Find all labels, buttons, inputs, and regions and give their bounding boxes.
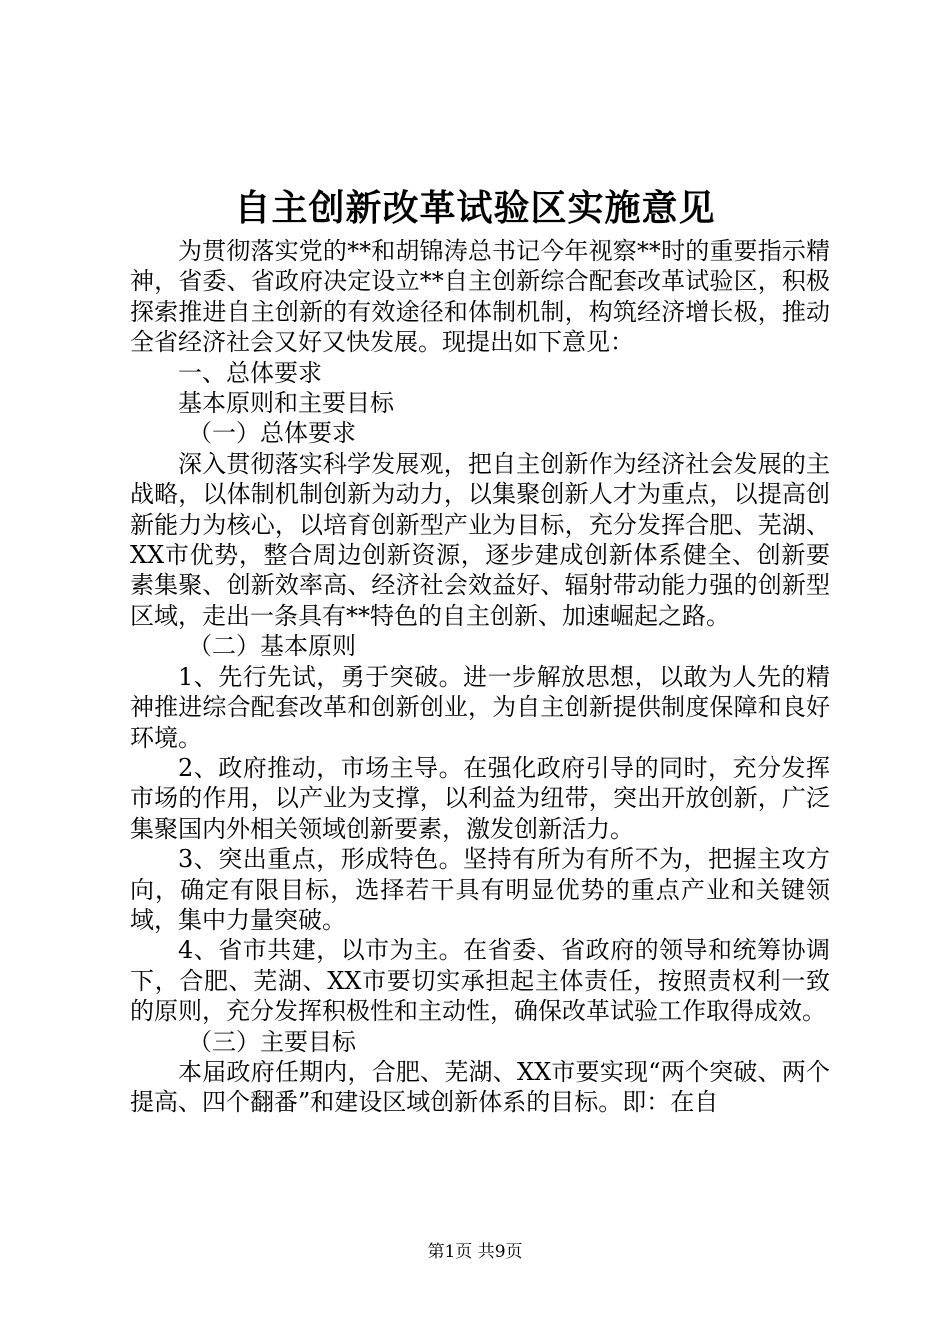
document-title: 自主创新改革试验区实施意见 <box>234 187 716 229</box>
subsection-heading-principles: （二）基本原则 <box>188 632 356 661</box>
intro-paragraph: 为贯彻落实党的**和胡锦涛总书记今年视察**时的重要指示精神，省委、省政府决定设立**自主创新综合配套改革试验区，积极探索推进自主创新的有效途径和体制机制，构筑经济增长极，推动全省经济社会又好又快发展。现提出如下意见： <box>130 237 830 357</box>
principle-2-paragraph: 2、政府推动，市场主导。在强化政府引导的同时，充分发挥市场的作用，以产业为支撑，以利益为纽带，突出开放创新，广泛集聚国内外相关领域创新要素，激发创新活力。 <box>130 753 830 843</box>
page-number-footer: 第1页 共9页 <box>427 1242 523 1262</box>
principle-4-paragraph: 4、省市共建，以市为主。在省委、省政府的领导和统筹协调下，合肥、芜湖、XX市要切实承担起主体责任，按照责权利一致的原则，充分发挥积极性和主动性，确保改革试验工作取得成效。 <box>130 936 830 1026</box>
principle-1-paragraph: 1、先行先试，勇于突破。进一步解放思想，以敢为人先的精神推进综合配套改革和创新创业，为自主创新提供制度保障和良好环境。 <box>130 662 830 752</box>
goals-paragraph: 本届政府任期内，合肥、芜湖、XX市要实现“两个突破、两个提高、四个翻番”和建设区域创新体系的目标。即：在自 <box>130 1057 830 1117</box>
subsection-heading-goals: （三）主要目标 <box>188 1027 356 1056</box>
document-body <box>130 236 830 1118</box>
principle-3-paragraph: 3、突出重点，形成特色。坚持有所为有所不为，把握主攻方向，确定有限目标，选择若干具有明显优势的重点产业和关键领域，集中力量突破。 <box>130 845 830 934</box>
general-requirements-paragraph: 深入贯彻落实科学发展观，把自主创新作为经济社会发展的主战略，以体制机制创新为动力，以集聚创新人才为重点，以提高创新能力为核心，以培育创新型产业为目标，充分发挥合肥、芜湖、XX市优势，整合周边创新资源，逐步建成创新体系健全、创新要素集聚、创新效率高、经济社会效益好、辐射带动能力强的创新型区域，走出一条具有**特色的自主创新、加速崛起之路。 <box>130 449 830 630</box>
section-subheading: 基本原则和主要目标 <box>178 389 394 418</box>
section-heading-1: 一、总体要求 <box>178 358 322 387</box>
subsection-heading-general: （一）总体要求 <box>188 419 356 448</box>
